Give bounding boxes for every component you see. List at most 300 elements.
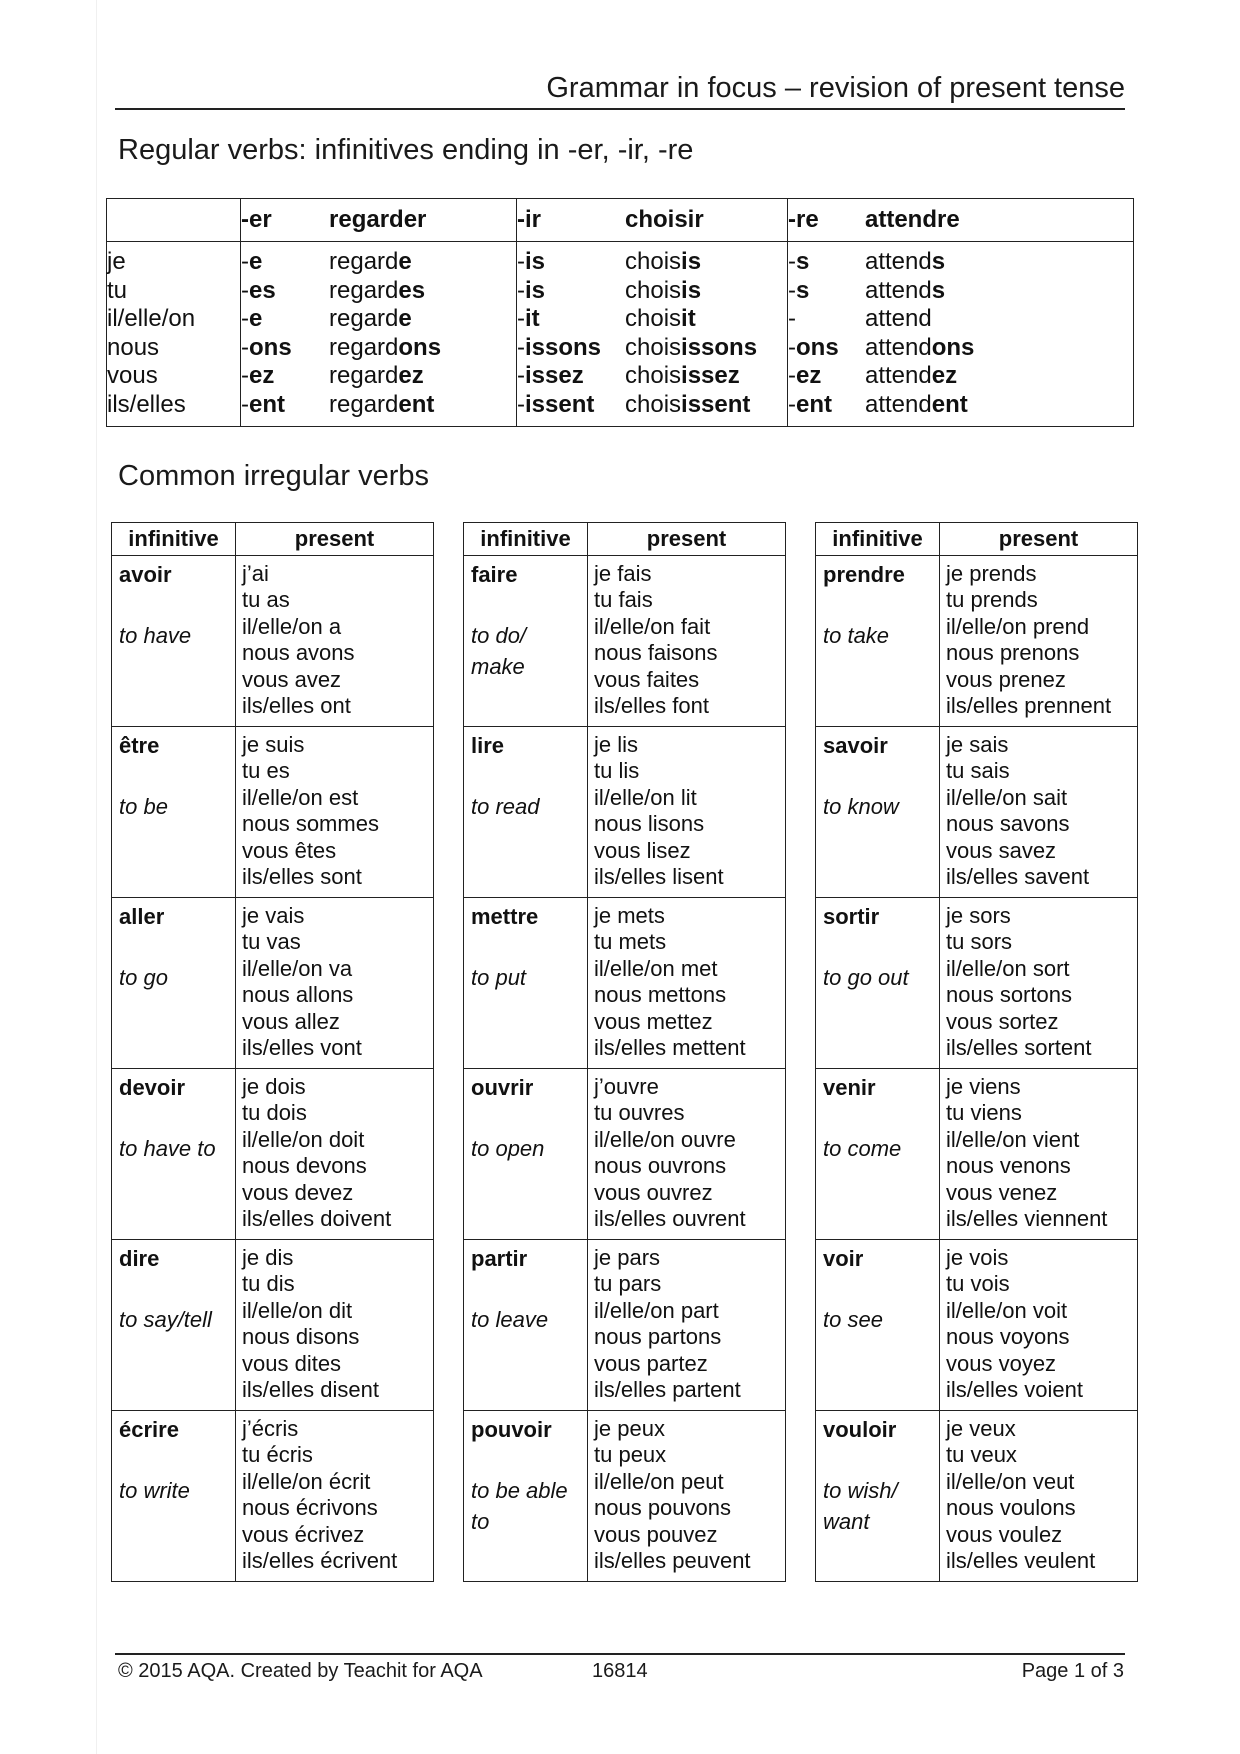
verb-ending [517,305,625,334]
verb-ending [788,391,865,420]
regular-table-body [107,242,1134,427]
ending: it [681,305,696,332]
header-present: present [236,523,434,556]
footer-code: 16814 [592,1660,648,1682]
ending-text: s [796,248,810,275]
conjugated-form [329,248,516,277]
ending: issons [681,333,758,361]
present-form: il/elle/on lit [594,784,697,810]
verb-row [464,898,786,1069]
present-form: vous avez [242,666,342,692]
verb-infinitive: avoir [119,562,172,587]
footer-copyright: © 2015 AQA. Created by Teachit for AQA [118,1660,483,1682]
stem: attend [865,305,932,332]
pronoun: nous [107,333,160,361]
stem: regard [329,333,399,361]
present-forms-cell [588,727,786,898]
present-forms-cell [940,1411,1138,1582]
infinitive-cell [464,1069,588,1240]
verb-translation: to wish/ want [823,1478,898,1534]
stem: chois [625,390,682,418]
ending-dash: - [788,305,796,332]
present-form: nous écrivons [242,1495,378,1521]
conjugated-form [865,334,1133,363]
infinitive-cell [112,1240,236,1411]
present-form: il/elle/on doit [242,1126,365,1152]
verb-translation: to take [823,623,890,648]
verb-row [112,898,434,1069]
pronoun: tu [107,276,128,304]
ending-text: ons [249,333,292,361]
ending-dash: - [517,390,525,418]
stem: chois [625,362,682,389]
conjugated-form [865,248,1133,277]
present-form: il/elle/on est [242,784,359,810]
ending: e [398,305,412,332]
verb-row [816,898,1138,1069]
verb-ending [241,391,329,420]
conjugated-form [865,277,1133,306]
verb-translation: to be [119,794,168,819]
verb-row [464,1411,786,1582]
ending-text: ez [249,362,275,389]
present-form: nous voyons [946,1324,1070,1350]
verb-ending [788,277,865,306]
ending: is [681,248,702,275]
ending-text: es [249,276,276,304]
ending-dash: - [788,362,796,389]
ending-dash: - [788,390,796,418]
conjugated-form [625,334,787,363]
infinitive-cell [816,727,940,898]
present-form: je peux [594,1416,665,1441]
present-forms-cell [236,727,434,898]
present-form: il/elle/on vient [946,1126,1080,1152]
present-form: ils/elles font [594,693,709,719]
present-form: je dis [242,1245,294,1270]
present-form: il/elle/on dit [242,1297,353,1323]
present-form: je lis [594,732,639,757]
verb-infinitive: dire [119,1246,160,1271]
infinitive-cell [816,1240,940,1411]
ending: issez [681,362,740,389]
irregular-table-header [816,523,1138,556]
verb-translation: to leave [471,1307,549,1332]
ending: s [931,248,946,275]
present-form: il/elle/on part [594,1297,719,1323]
present-form: ils/elles voient [946,1377,1083,1403]
infinitive-cell [464,727,588,898]
ending-dash: - [788,248,796,275]
ending: es [398,276,426,304]
verb-row [464,556,786,727]
ending-text: e [249,248,263,275]
present-form: je veux [946,1416,1016,1441]
stem: regard [329,248,399,275]
header-infinitive: infinitive [816,523,940,556]
ending-dash: - [517,333,525,361]
present-form: vous allez [242,1008,340,1034]
ending-dash: - [788,333,796,361]
present-forms-cell [236,898,434,1069]
verb-infinitive: prendre [823,562,905,587]
infinitive-cell [112,556,236,727]
present-forms-cell [588,1069,786,1240]
present-form: je vois [946,1245,1009,1270]
present-forms-cell [940,1069,1138,1240]
ending-dash: - [241,333,249,361]
present-form: nous prenons [946,640,1080,666]
verb-ending [241,305,329,334]
ending-dash: - [241,248,249,275]
present-form: je prends [946,561,1037,586]
ending-text: issent [525,390,595,418]
pronoun: ils/elles [107,390,186,418]
verb-ending [517,277,625,306]
present-form: tu lis [594,758,640,784]
present-form: ils/elles sortent [946,1035,1092,1061]
present-form: ils/elles disent [242,1377,379,1403]
stem: attend [865,333,932,361]
present-forms-cell [236,1411,434,1582]
infinitive-cell [816,556,940,727]
present-form: vous dites [242,1350,342,1376]
present-form: nous savons [946,811,1070,837]
verb-translation: to open [471,1136,545,1161]
conjugated-form [625,305,787,334]
verb-ending [517,248,625,277]
ending-text: is [525,248,546,275]
irregular-table-1 [111,522,434,1582]
conjugated-form [865,362,1133,391]
present-form: je viens [946,1074,1021,1099]
conjugated-form [329,391,516,420]
present-form: nous avons [242,640,355,666]
verb-infinitive: aller [119,904,165,929]
present-form: nous lisons [594,811,705,837]
verb-translation: to write [119,1478,190,1503]
present-form: tu mets [594,929,667,955]
ending: ons [398,333,442,361]
present-form: vous venez [946,1179,1058,1205]
present-form: nous sortons [946,982,1072,1008]
present-form: ils/elles veulent [946,1548,1096,1574]
header-present: present [588,523,786,556]
present-form: vous lisez [594,837,691,863]
present-forms-cell [588,1240,786,1411]
verb-infinitive: venir [823,1075,876,1100]
present-form: nous pouvons [594,1495,731,1521]
re-endings-column [788,242,866,427]
present-form: vous faites [594,666,700,692]
verb-translation: to go [119,965,168,990]
stem: chois [625,276,682,304]
verb-infinitive: sortir [823,904,880,929]
verb-translation: to see [823,1307,883,1332]
present-form: tu fais [594,587,653,613]
ending: ent [398,390,435,418]
page-edge [96,0,97,1754]
present-form: je sais [946,732,1009,757]
verb-row [816,556,1138,727]
present-forms-cell [236,1069,434,1240]
verb-ending [241,277,329,306]
ending-dash: - [788,276,796,304]
infinitive-cell [816,1069,940,1240]
pronoun: je [107,248,126,275]
present-form: j’écris [242,1416,299,1441]
footer-divider [115,1653,1125,1655]
present-form: tu écris [242,1442,313,1468]
verb-translation: to be able to [471,1478,568,1534]
verb-ending [517,334,625,363]
present-form: tu prends [946,587,1038,613]
stem: chois [625,305,682,332]
ending-dash: - [241,276,249,304]
verb-ending [517,391,625,420]
ending-text: ez [796,362,822,389]
present-form: vous partez [594,1350,708,1376]
present-form: ils/elles prennent [946,693,1112,719]
conjugated-form [625,277,787,306]
present-form: ils/elles sont [242,864,362,890]
present-forms-cell [588,556,786,727]
verb-infinitive: être [119,733,160,758]
ending-dash: - [517,362,525,389]
stem: attend [865,248,932,275]
ending-text: ent [249,390,285,418]
ending: ez [931,362,958,389]
present-form: vous ouvrez [594,1179,713,1205]
infinitive-cell [464,898,588,1069]
present-form: je dois [242,1074,306,1099]
present-form: je vais [242,903,305,928]
verb-ending [241,248,329,277]
conjugated-form [329,277,516,306]
infinitive-cell [112,1069,236,1240]
verb-translation: to have [119,623,192,648]
verb-ending [241,362,329,391]
regular-table-header [107,199,1134,242]
verb-infinitive: savoir [823,733,888,758]
present-form: tu vois [946,1271,1010,1297]
verb-ending [241,334,329,363]
header-ending-re: -re [788,199,866,242]
present-form: vous voyez [946,1350,1057,1376]
present-form: il/elle/on met [594,955,718,981]
present-form: nous faisons [594,640,718,666]
present-form: il/elle/on voit [946,1297,1068,1323]
present-forms-cell [940,556,1138,727]
verb-infinitive: mettre [471,904,539,929]
verb-infinitive: vouloir [823,1417,897,1442]
present-forms-cell [940,898,1138,1069]
footer-page-number: Page 1 of 3 [1021,1660,1124,1682]
conjugated-form [329,362,516,391]
verb-row [112,1411,434,1582]
header-verb-regarder: regarder [329,199,517,242]
present-form: tu viens [946,1100,1022,1126]
er-forms-column [329,242,517,427]
verb-infinitive: pouvoir [471,1417,552,1442]
infinitive-cell [112,1411,236,1582]
ending-text: it [525,305,540,332]
header-ending-ir: -ir [517,199,626,242]
ending-text: e [249,305,263,332]
present-form: tu dis [242,1271,295,1297]
verb-ending [788,362,865,391]
present-form: ils/elles vont [242,1035,362,1061]
present-form: il/elle/on sort [946,955,1070,981]
verb-row [816,1069,1138,1240]
present-forms-cell [940,1240,1138,1411]
present-form: vous mettez [594,1008,713,1034]
stem: chois [625,248,682,275]
present-form: nous allons [242,982,354,1008]
present-form: tu veux [946,1442,1017,1468]
verb-translation: to read [471,794,540,819]
present-form: tu sais [946,758,1010,784]
verb-row [816,727,1138,898]
ending-dash: - [241,305,249,332]
present-form: nous disons [242,1324,360,1350]
present-form: j’ouvre [594,1074,659,1099]
ending-dash: - [517,305,525,332]
present-form: tu dois [242,1100,307,1126]
present-form: nous ouvrons [594,1153,727,1179]
verb-row [112,1069,434,1240]
verb-ending [788,305,865,334]
present-form: nous voulons [946,1495,1076,1521]
present-form: nous devons [242,1153,367,1179]
header-ending-er: -er [241,199,330,242]
verb-translation: to do/ make [471,623,527,679]
verb-translation: to put [471,965,527,990]
present-form: tu ouvres [594,1100,685,1126]
ending-dash: - [241,390,249,418]
present-form: je pars [594,1245,661,1270]
ending-text: ons [796,333,839,361]
present-form: vous voulez [946,1521,1063,1547]
header-infinitive: infinitive [464,523,588,556]
present-form: ils/elles ont [242,693,351,719]
present-form: vous sortez [946,1008,1059,1034]
verb-row [816,1411,1138,1582]
present-form: ils/elles savent [946,864,1090,890]
present-form: ils/elles lisent [594,864,724,890]
present-form: il/elle/on prend [946,613,1090,639]
ending: issent [681,390,751,418]
stem: attend [865,362,932,389]
present-form: ils/elles écrivent [242,1548,398,1574]
present-form: vous êtes [242,837,337,863]
conjugated-form [865,305,1133,334]
ir-endings-column [517,242,626,427]
verb-ending [788,248,865,277]
verb-translation: to know [823,794,899,819]
present-form: je mets [594,903,665,928]
present-form: il/elle/on veut [946,1468,1075,1494]
conjugated-form [625,248,787,277]
present-form: je fais [594,561,652,586]
ending-text: s [796,276,810,304]
present-form: nous sommes [242,811,379,837]
header-verb-choisir: choisir [625,199,788,242]
present-form: vous écrivez [242,1521,365,1547]
verb-infinitive: faire [471,562,518,587]
present-form: nous venons [946,1153,1071,1179]
stem: attend [865,390,932,418]
ending-text: ent [796,390,832,418]
present-form: il/elle/on fait [594,613,711,639]
present-forms-cell [940,727,1138,898]
section-title-regular: Regular verbs: infinitives ending in -er, -ir, -re [118,134,694,166]
ending-dash: - [241,362,249,389]
infinitive-cell [816,1411,940,1582]
present-forms-cell [588,1411,786,1582]
present-form: il/elle/on peut [594,1468,724,1494]
infinitive-cell [816,898,940,1069]
irregular-table-3 [815,522,1138,1582]
header-verb-attendre: attendre [865,199,1134,242]
conjugated-form [329,305,516,334]
present-forms-cell [588,898,786,1069]
verb-infinitive: voir [823,1246,864,1271]
verb-infinitive: devoir [119,1075,186,1100]
stem: attend [865,276,932,304]
page-title: Grammar in focus – revision of present tense [546,72,1125,104]
irregular-table-header [112,523,434,556]
ending-text: issons [525,333,602,361]
pronoun: il/elle/on [107,305,196,332]
verb-infinitive: lire [471,733,505,758]
present-form: tu sors [946,929,1013,955]
present-forms-cell [236,1240,434,1411]
verb-translation: to have to [119,1136,216,1161]
header-present: present [940,523,1138,556]
present-form: ils/elles mettent [594,1035,746,1061]
ending: is [681,276,702,304]
conjugated-form [329,334,516,363]
conjugated-form [625,362,787,391]
infinitive-cell [112,727,236,898]
present-form: il/elle/on écrit [242,1468,371,1494]
stem: regard [329,390,399,418]
ending-dash: - [517,248,525,275]
present-form: tu vas [242,929,301,955]
present-form: il/elle/on va [242,955,353,981]
present-form: tu as [242,587,290,613]
stem: chois [625,333,682,361]
present-form: ils/elles viennent [946,1206,1108,1232]
verb-ending [517,362,625,391]
stem: regard [329,362,399,389]
pronoun-column [107,242,241,427]
ending-text: is [525,276,546,304]
present-form: vous savez [946,837,1057,863]
verb-translation: to say/tell [119,1307,212,1332]
present-form: vous devez [242,1179,354,1205]
present-form: je suis [242,732,305,757]
present-form: nous partons [594,1324,722,1350]
present-form: ils/elles ouvrent [594,1206,746,1232]
verb-infinitive: écrire [119,1417,179,1442]
stem: regard [329,305,399,332]
present-form: vous prenez [946,666,1066,692]
present-form: vous pouvez [594,1521,718,1547]
verb-translation: to go out [823,965,909,990]
verb-row [112,1240,434,1411]
